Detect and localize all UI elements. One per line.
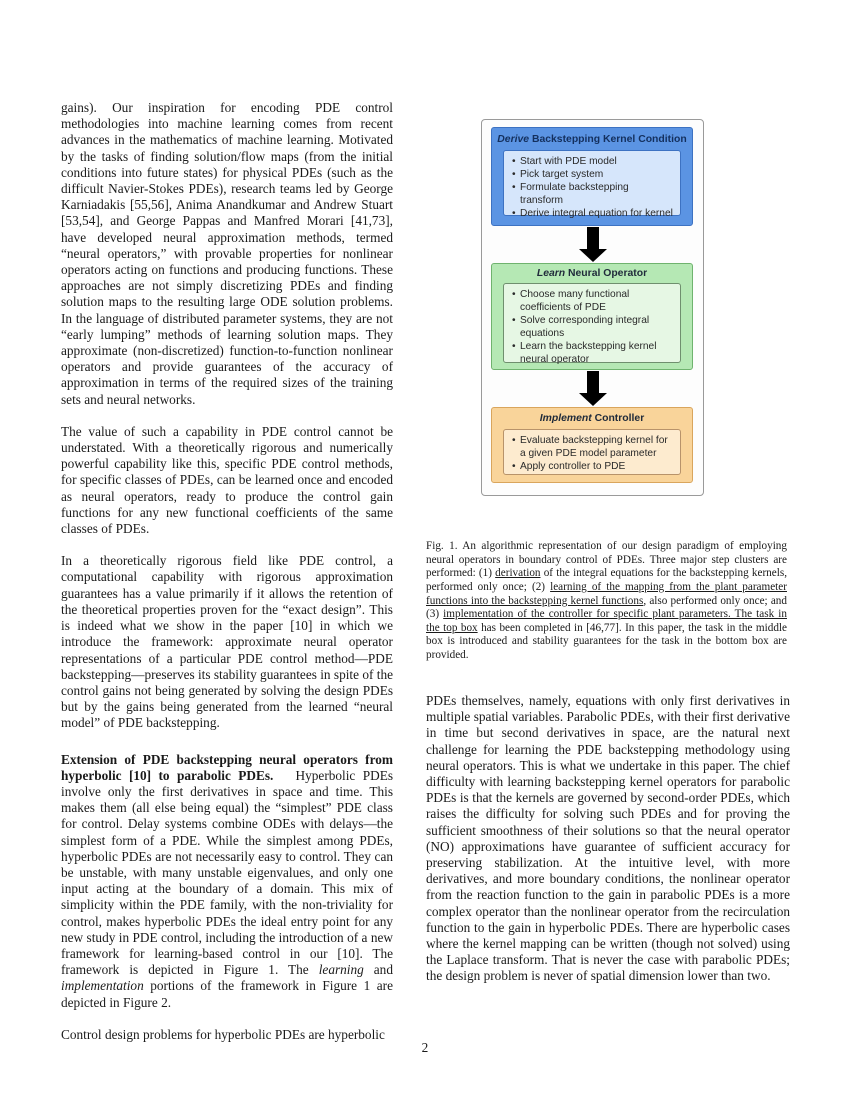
left-column — [61, 100, 393, 1043]
stage-steps — [503, 429, 681, 475]
figure-1-flowchart — [481, 119, 704, 496]
stage-steps — [503, 150, 681, 219]
step-item: • Derive integral equation for kernel — [510, 207, 674, 220]
paragraph-parabolic-challenge: PDEs themselves, namely, equations with only first derivatives in multiple spatial variables. Parabolic PDEs, with their first derivative in time but second derivatives in space, are the natural next challenge for learning the PDE backstepping methodology using neural operators. This is what we undertake in this paper. The chief difficulty with learning backstepping kernel operators for parabolic PDEs is that the kernels are governed by second-order PDEs, which raises the difficulty for solving such PDEs and for proving the sufficient smoothness of their solutions so that the neural operator (NO) approximations have guarantee of sufficient accuracy for preserving stabilization. At the intuitive level, with more derivatives, and more boundary conditions, the nonlinear operator from the reaction function to the gain in parabolic PDEs is a more complex operator than the nonlinear operator from the recirculation function to the gain in hyperbolic PDEs. There are hyperbolic cases where the kernel mapping can be written (though not solved) using the Laplace transform. That is never the case with parabolic PDEs; the design problem is never of spatial dimension lower than two. — [426, 693, 790, 984]
step-item: • Choose many functional coefficients of PDE — [510, 288, 674, 314]
step-item: • Learn the backstepping kernel neural operator — [510, 340, 674, 366]
figure-1-caption: Fig. 1. An algorithmic representation of our design paradigm of employing neural operators in boundary control of PDEs. Three major step clusters are performed: (1) derivation of the integral equations for the backstepping kernels, performed only once; (2) learning of the mapping from the plant parameter functions into the backstepping kernel functions, also performed only once; and (3) implementation of the controller for specific plant parameters. The task in the top box has been completed in [46,77]. In this paper, the task in the middle box is introduced and stability guarantees for the task in the bottom box are provided. — [426, 540, 787, 661]
stage-steps — [503, 283, 681, 363]
step-item: • Apply controller to PDE — [510, 460, 674, 473]
step-item: • Evaluate backstepping kernel for a given PDE model parameter — [510, 434, 674, 460]
stage-implement-box — [491, 407, 693, 483]
paragraph-neural-operators-intro: gains). Our inspiration for encoding PDE control methodologies into machine learning comes from recent advances in the mathematics of machine learning. Motivated by the tasks of finding solution/flow maps (from the initial conditions into future states) for physical PDEs (such as the difficult Navier-Stokes PDEs), research teams led by George Karniadakis [55,56], Anima Anandkumar and Andrew Stuart [53,54], and George Pappas and Manfred Morari [41,73], have developed neural approximation methods, termed “neural operators,” with provable properties for nonlinear operators acting on functions and producing functions. These approaches are not simply discretizing PDEs and finding solution maps to the resulting large ODE solution problems. In the language of distributed parameter systems, they are not “early lumping” methods of learning solution maps. They approximate (non-discretized) function-to-function nonlinear operators and provide guarantees of the accuracy of approximation in terms of the required sizes of the training sets and neural networks. — [61, 100, 393, 407]
paragraph-extension-section: Extension of PDE backstepping neural operators from hyperbolic [10] to parabolic PDEs. Hyperbolic PDEs involve only the first derivatives in space and time. This makes them (all else being equal) the “simplest” PDE class for control. Delay systems combine ODEs with delays—the simplest form of a PDE. While the simplest among PDEs, hyperbolic PDEs are not necessarily easy to control. They can be unstable, with many unstable eigenvalues, and only one input acting at the boundary of a domain. This mix of simplicity within the PDE family, with the non-triviality for control, makes hyperbolic PDEs the ideal entry point for any new study in PDE control, including the introduction of a new framework for learning-based control in our [10]. The framework is depicted in Figure 1. The learning and implementation portions of the framework in Figure 1 are depicted in Figure 2. — [61, 751, 394, 1010]
right-column — [426, 693, 790, 985]
paragraph-value-of-capability: The value of such a capability in PDE control cannot be understated. With a theoretically rigorous and numerically powerful capability like this, specific PDE control methods, for specific classes of PDEs, can be learned once and encoded as neural operators, ready to produce the control gain functions for any new functional coefficients of the same classes of PDEs. — [61, 423, 393, 537]
step-item: • Pick target system — [510, 168, 674, 181]
stage-title: Learn Neural Operator — [536, 268, 648, 279]
step-item: • Formulate backstepping transform — [510, 181, 674, 207]
section-heading: Extension of PDE backstepping neural operators from hyperbolic [10] to parabolic PDEs. — [61, 751, 393, 783]
stage-title: Derive Backstepping Kernel Condition — [497, 134, 687, 145]
step-item: • Solve corresponding integral equations — [510, 314, 674, 340]
step-item: • Start with PDE model — [510, 155, 674, 168]
page-number: 2 — [421, 1040, 429, 1055]
paragraph-rigorous-field: In a theoretically rigorous field like PDE control, a computational capability with rigorous approximation guarantees has a value primarily if it allows the retention of the theoretical properties proven for the “exact design”. This is indeed what we show in the paper [10] in which we introduce the framework: approximate neural operator representations of a particular PDE control method—PDE backstepping—preserves its stability guarantees in spite of the control gains not being generated by solving the design PDEs but by the gains being generated from the learned “neural model” of PDE backstepping. — [61, 553, 393, 731]
stage-title: Implement Controller — [539, 413, 645, 424]
stage-learn-box — [491, 263, 693, 370]
down-arrow-icon — [581, 371, 605, 407]
stage-derive-box — [491, 127, 693, 226]
paragraph-control-design-start: Control design problems for hyperbolic PDEs are hyperbolic — [61, 1026, 385, 1042]
down-arrow-icon — [581, 227, 605, 263]
